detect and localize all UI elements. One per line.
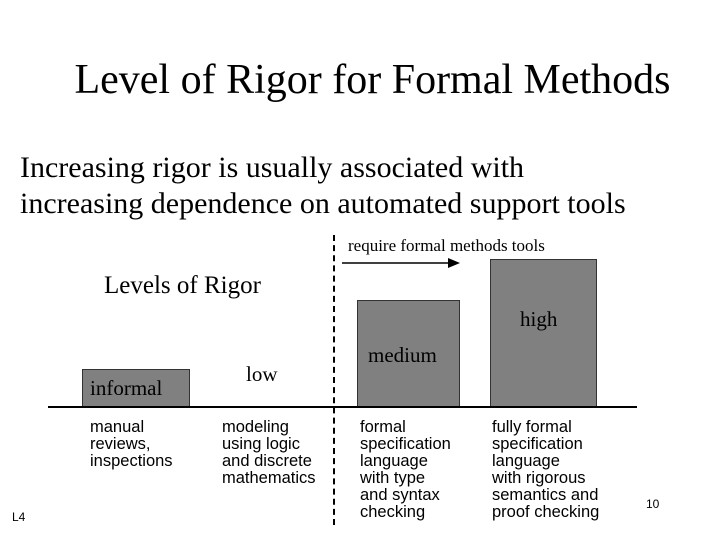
slide-subtitle <box>20 150 626 222</box>
subtitle-line-2: increasing dependence on automated support tools <box>20 187 626 220</box>
level-label-medium: medium <box>368 343 437 367</box>
baseline-axis <box>48 406 637 408</box>
level-description-low: modeling using logic and discrete mathematics <box>222 418 316 487</box>
footer-slide-id: L4 <box>12 510 26 524</box>
level-label-high: high <box>520 307 558 331</box>
tools-threshold-divider <box>333 235 335 525</box>
level-label-low: low <box>246 362 278 386</box>
subtitle-line-1: Increasing rigor is usually associated with <box>20 151 525 184</box>
level-bar-high <box>490 259 597 408</box>
levels-heading: Levels of Rigor <box>104 272 261 299</box>
level-description-high: fully formal specification language with rigorous semantics and proof checking <box>492 418 600 521</box>
tools-note: require formal methods tools <box>348 236 545 255</box>
level-description-informal: manual reviews, inspections <box>90 418 173 470</box>
level-label-informal: informal <box>90 376 163 400</box>
slide-title: Level of Rigor for Formal Methods <box>74 57 671 103</box>
page-number: 10 <box>646 497 660 511</box>
level-description-medium: formal specification language with type and syntax checking <box>360 418 451 521</box>
right-arrow-icon <box>342 256 462 270</box>
